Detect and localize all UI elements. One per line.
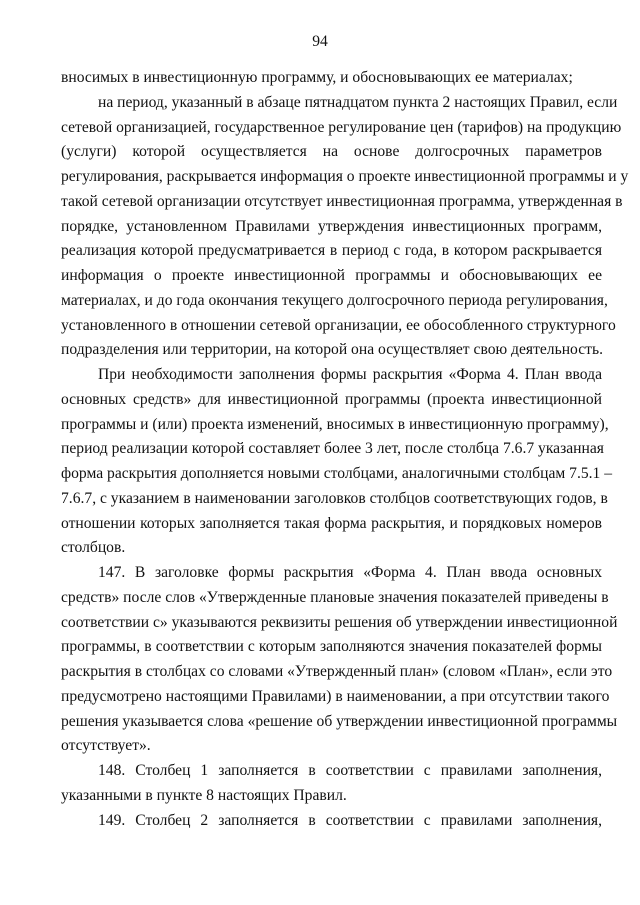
document-body bbox=[61, 66, 629, 833]
text-line: информация о проекте инвестиционной программы и обосновывающих ее bbox=[61, 267, 602, 284]
text-line: 7.6.7, с указанием в наименовании заголовков столбцов соответствующих годов, в bbox=[61, 489, 608, 507]
text-line: предусмотрено настоящими Правилами) в наименовании, а при отсутствии такого bbox=[61, 687, 610, 705]
text-line: (услуги) которой осуществляется на основе долгосрочных параметров bbox=[61, 143, 602, 161]
text-line: 148. Столбец 1 заполняется в соответствии с правилами заполнения, bbox=[98, 762, 602, 779]
page-number: 94 bbox=[312, 33, 328, 50]
text-line: основных средств» для инвестиционной программы (проекта инвестиционной bbox=[61, 390, 602, 408]
text-line: отсутствует». bbox=[61, 737, 151, 755]
text-line: регулирования, раскрывается информация о проекте инвестиционной программы и у bbox=[61, 168, 629, 185]
text-line: решения указывается слова «решение об утверждении инвестиционной программы bbox=[61, 712, 618, 730]
text-line: 147. В заголовке формы раскрытия «Форма 4. План ввода основных bbox=[98, 564, 602, 581]
text-line: вносимых в инвестиционную программу, и обосновывающих ее материалах; bbox=[61, 69, 573, 86]
paragraph bbox=[61, 66, 602, 91]
text-line: сетевой организацией, государственное регулирование цен (тарифов) на продукцию bbox=[61, 118, 622, 136]
text-line: раскрытия в столбцах со словами «Утвержденный план» (словом «План», если это bbox=[61, 663, 613, 680]
text-line: средств» после слов «Утвержденные плановые значения показателей приведены в bbox=[61, 588, 609, 606]
text-line: порядке, установленном Правилами утверждения инвестиционных программ, bbox=[61, 217, 602, 235]
paragraph bbox=[61, 91, 629, 363]
text-line: форма раскрытия дополняется новыми столбцами, аналогичными столбцам 7.5.1 – bbox=[61, 465, 613, 482]
text-line: программы и (или) проекта изменений, вносимых в инвестиционную программу), bbox=[61, 415, 609, 433]
paragraph bbox=[61, 561, 618, 759]
text-line: материалах, и до года окончания текущего долгосрочного периода регулирования, bbox=[61, 291, 608, 309]
text-line: столбцов. bbox=[61, 539, 126, 557]
text-line: отношении которых заполняется такая форма раскрытия, и порядковых номеров bbox=[61, 514, 602, 532]
text-line: 149. Столбец 2 заполняется в соответствии с правилами заполнения, bbox=[98, 811, 602, 829]
text-line: на период, указанный в абзаце пятнадцатом пункта 2 настоящих Правил, если bbox=[98, 93, 618, 111]
paragraph bbox=[61, 809, 602, 834]
text-line: указанными в пункте 8 настоящих Правил. bbox=[61, 786, 347, 804]
text-line: реализация которой предусматривается в период с года, в котором раскрывается bbox=[61, 242, 602, 260]
text-line: период реализации которой составляет более 3 лет, после столбца 7.6.7 указанная bbox=[61, 440, 604, 458]
text-line: подразделения или территории, на которой она осуществляет свою деятельность. bbox=[61, 341, 603, 359]
text-line: программы, в соответствии с которым заполняются значения показателей формы bbox=[61, 638, 602, 656]
paragraph bbox=[61, 759, 602, 809]
text-line: установленного в отношении сетевой организации, ее обособленного структурного bbox=[61, 316, 616, 334]
text-line: такой сетевой организации отсутствует инвестиционная программа, утвержденная в bbox=[61, 192, 623, 210]
text-line: соответствии с» указываются реквизиты решения об утверждении инвестиционной bbox=[61, 613, 618, 631]
text-line: При необходимости заполнения формы раскрытия «Форма 4. План ввода bbox=[98, 366, 602, 383]
paragraph bbox=[61, 363, 613, 561]
